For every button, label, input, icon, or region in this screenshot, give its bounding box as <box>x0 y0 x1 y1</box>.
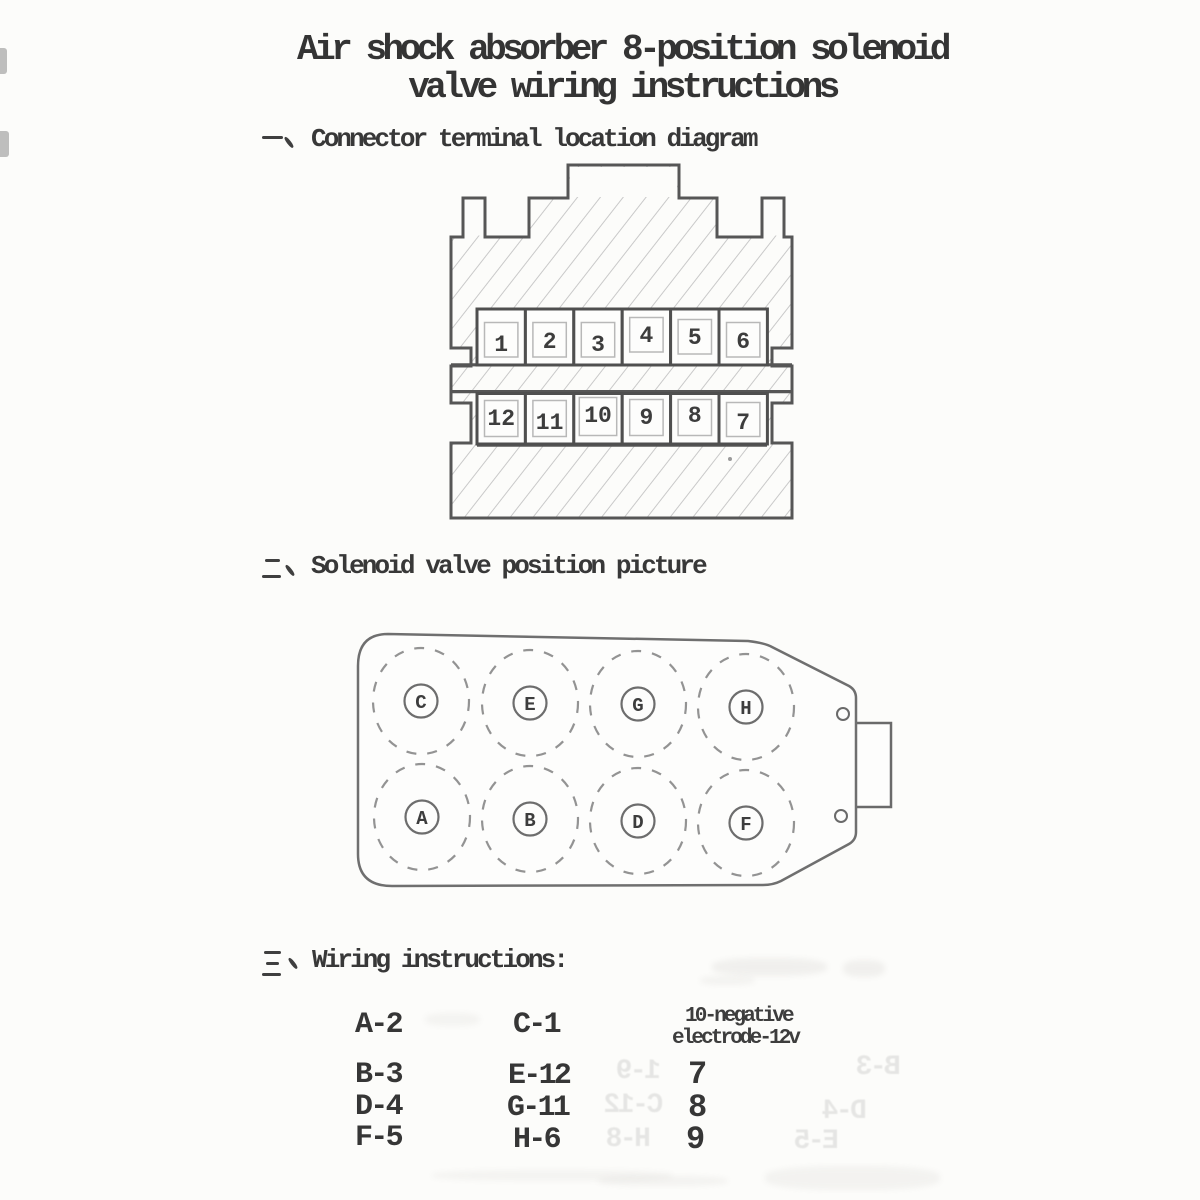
left-bump <box>465 200 484 236</box>
page-title <box>272 31 972 107</box>
cjk-two-icon <box>262 575 281 578</box>
ideographic-comma-icon <box>287 957 298 969</box>
scan-dot-artifact <box>728 457 732 461</box>
wiring-pair: F-5 <box>355 1121 401 1155</box>
ideographic-comma-icon <box>283 136 294 148</box>
page-title-line2: valve wiring instructions <box>408 67 836 108</box>
section3-heading: Wiring instructions: <box>312 945 567 975</box>
valve-port-letter: B <box>524 810 536 832</box>
ghost-text: 1-9 <box>618 1056 661 1087</box>
mounting-hole-icon <box>837 708 849 720</box>
wiring-pair: H-6 <box>513 1123 559 1157</box>
bleed-smudge <box>700 976 755 985</box>
bleed-smudge <box>765 1166 940 1190</box>
ghost-text: H-8 <box>608 1124 651 1155</box>
cjk-two-icon <box>265 559 280 562</box>
wiring-pair: B-3 <box>355 1058 401 1092</box>
cjk-one-icon <box>262 136 283 139</box>
terminal-row-bottom <box>477 394 767 445</box>
cjk-three-icon <box>266 962 279 965</box>
key-tab <box>570 167 677 197</box>
terminal-number: 8 <box>687 403 702 429</box>
ghost-text: C-12 <box>606 1090 664 1121</box>
valve-port-letter: F <box>740 814 752 836</box>
wiring-pair: A-2 <box>355 1008 401 1042</box>
terminal-number: 5 <box>687 325 702 351</box>
bleed-smudge <box>598 1176 728 1186</box>
wiring-pair: D-4 <box>355 1090 401 1124</box>
ideographic-comma-icon <box>284 564 295 576</box>
negative-electrode-note-line1: 10-negative <box>685 1005 792 1028</box>
valve-port-letter: A <box>416 808 428 830</box>
terminal-number: 6 <box>736 329 751 355</box>
mounting-hole-icon <box>835 810 847 822</box>
wiring-pair: E-12 <box>508 1059 570 1093</box>
terminal-number: 3 <box>591 332 605 358</box>
valve-port-letter: H <box>740 698 752 720</box>
terminal-number: 11 <box>535 410 564 436</box>
valve-port-letter: E <box>524 694 536 716</box>
bleed-smudge <box>425 1013 480 1026</box>
ghost-text: B-3 <box>858 1052 901 1083</box>
section2-heading: Solenoid valve position picture <box>311 551 705 581</box>
right-bump <box>764 200 783 236</box>
cjk-three-icon <box>264 951 281 954</box>
solenoid-valve-diagram <box>348 623 905 895</box>
wiring-pair: G-11 <box>507 1091 569 1125</box>
wiring-pair: C-1 <box>513 1008 559 1042</box>
valve-port-letter: C <box>415 692 427 714</box>
cjk-three-icon <box>262 973 281 976</box>
terminal-number: 10 <box>584 403 612 429</box>
scan-edge-artifact <box>0 131 9 157</box>
scan-edge-artifact <box>0 48 7 74</box>
terminal-row-top <box>477 309 767 365</box>
valve-connector-tab <box>856 723 891 807</box>
wiring-terminal-number: 9 <box>686 1121 703 1158</box>
wiring-terminal-number: 7 <box>688 1056 705 1093</box>
terminal-number: 1 <box>494 332 509 358</box>
ghost-text: D-4 <box>824 1096 867 1127</box>
terminal-number: 4 <box>639 323 654 349</box>
section1-heading: Connector terminal location diagram <box>311 124 756 154</box>
terminal-number: 12 <box>487 406 516 432</box>
bleed-smudge <box>712 958 827 976</box>
page-title-line1: Air shock absorber 8-position solenoid <box>297 29 947 70</box>
terminal-number: 9 <box>639 405 654 431</box>
negative-electrode-note-line2: electrode-12v <box>672 1027 799 1050</box>
wiring-terminal-number: 8 <box>688 1089 705 1126</box>
terminal-number: 7 <box>736 410 751 436</box>
valve-port-letter: D <box>632 812 644 834</box>
ghost-text: E-5 <box>796 1126 839 1157</box>
terminal-number: 2 <box>542 329 557 355</box>
bleed-smudge <box>843 960 885 977</box>
connector-terminal-diagram <box>449 158 797 524</box>
valve-port-letter: G <box>632 695 644 717</box>
